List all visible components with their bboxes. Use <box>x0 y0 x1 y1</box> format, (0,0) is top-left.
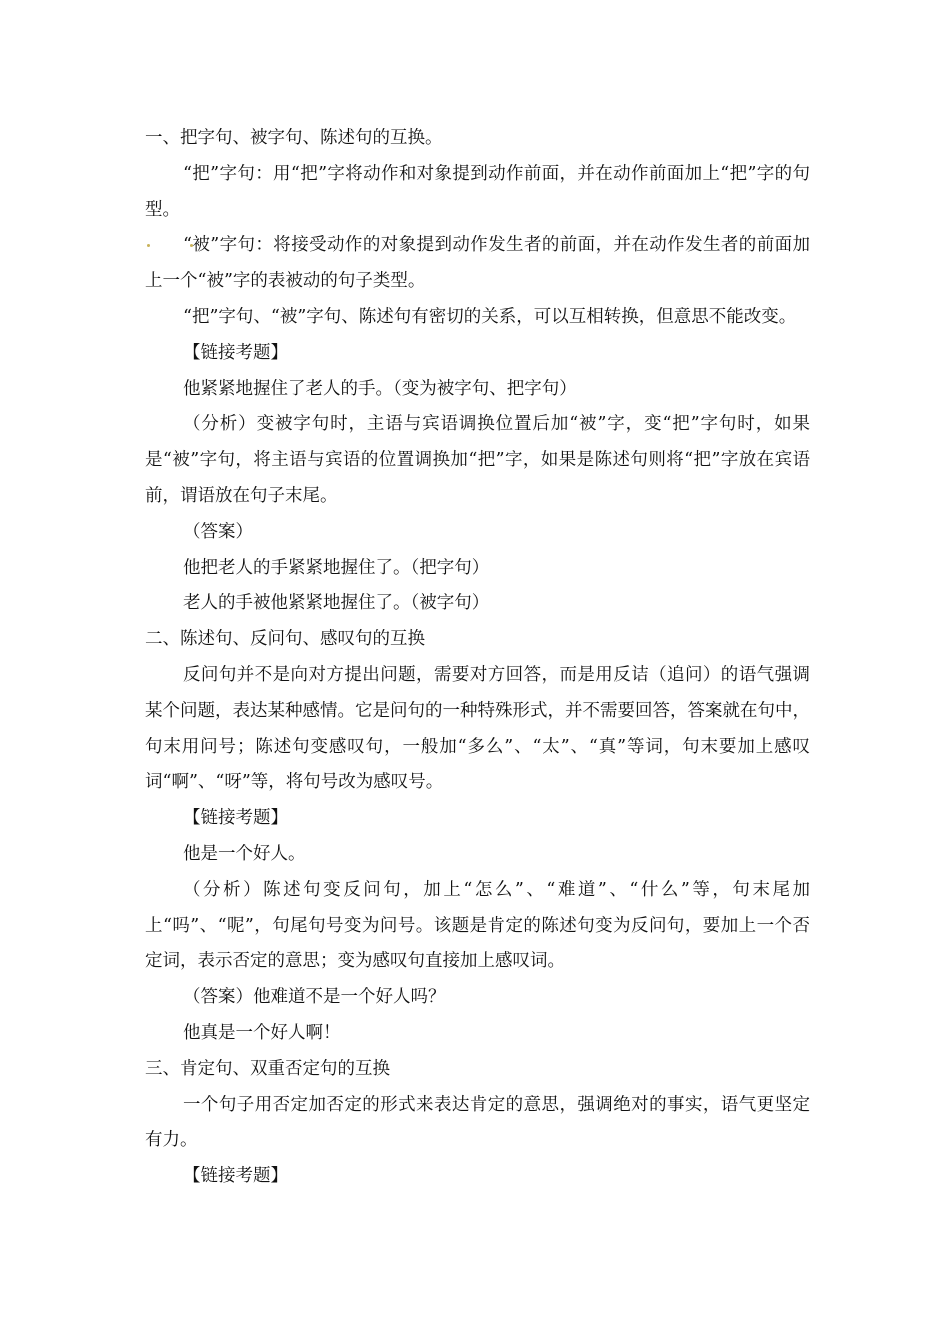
document-body <box>145 121 810 1195</box>
rhetorical-question-paragraph: 反问句并不是向对方提出问题，需要对方回答，而是用反诘（追问）的语气强调某个问题，表达某种感情。它是问句的一种特殊形式，并不需要回答，答案就在句中，句末用问号；陈述句变感叹句，一般加“多么”、“太”、“真”等词，句末要加上感叹词“啊”、“呀”等，将句号改为感叹号。 <box>145 664 810 793</box>
link-question-tag-1: 【链接考题】 <box>183 342 288 363</box>
link-question-tag-2: 【链接考题】 <box>183 808 288 829</box>
question-2: 他是一个好人。 <box>183 843 306 864</box>
definition-bei-sentence: “被”字句：将接受动作的对象提到动作发生者的前面，并在动作发生者的前面加上一个“被”字的表被动的句子类型。 <box>145 235 810 292</box>
answer-1b: 老人的手被他紧紧地握住了。（被字句） <box>183 593 490 614</box>
definition-ba-sentence: “把”字句：用“把”字将动作和对象提到动作前面，并在动作前面加上“把”字的句型。 <box>145 163 810 220</box>
answer-1a: 他把老人的手紧紧地握住了。（把字句） <box>183 557 490 578</box>
analysis-2: （分析）陈述句变反问句，加上“怎么”、“难道”、“什么”等，句末尾加上“吗”、“呢”，句尾句号变为问号。该题是肯定的陈述句变为反问句，要加上一个否定词，表示否定的意思；变为感叹句直接加上感叹词。 <box>145 879 810 972</box>
section-heading-2: 二、陈述句、反问句、感叹句的互换 <box>145 629 425 650</box>
section-heading-1: 一、把字句、被字句、陈述句的互换。 <box>145 128 443 148</box>
relation-paragraph: “把”字句、“被”字句、陈述句有密切的关系，可以互相转换，但意思不能改变。 <box>183 306 797 327</box>
answer-2a: （答案）他难道不是一个好人吗？ <box>183 987 446 1008</box>
analysis-1: （分析）变被字句时，主语与宾语调换位置后加“被”字，变“把”字句时，如果是“被”字句，将主语与宾语的位置调换加“把”字，如果是陈述句则将“把”字放在宾语前，谓语放在句子末尾。 <box>145 414 810 506</box>
question-1: 他紧紧地握住了老人的手。（变为被字句、把字句） <box>183 378 577 399</box>
double-negative-paragraph: 一个句子用否定加否定的形式来表达肯定的意思，强调绝对的事实，语气更坚定有力。 <box>145 1094 810 1151</box>
link-question-tag-3: 【链接考题】 <box>183 1166 288 1187</box>
answer-2b: 他真是一个好人啊！ <box>183 1022 341 1043</box>
section-heading-3: 三、肯定句、双重否定句的互换 <box>145 1058 390 1079</box>
answer-label-1: （答案） <box>183 521 253 542</box>
